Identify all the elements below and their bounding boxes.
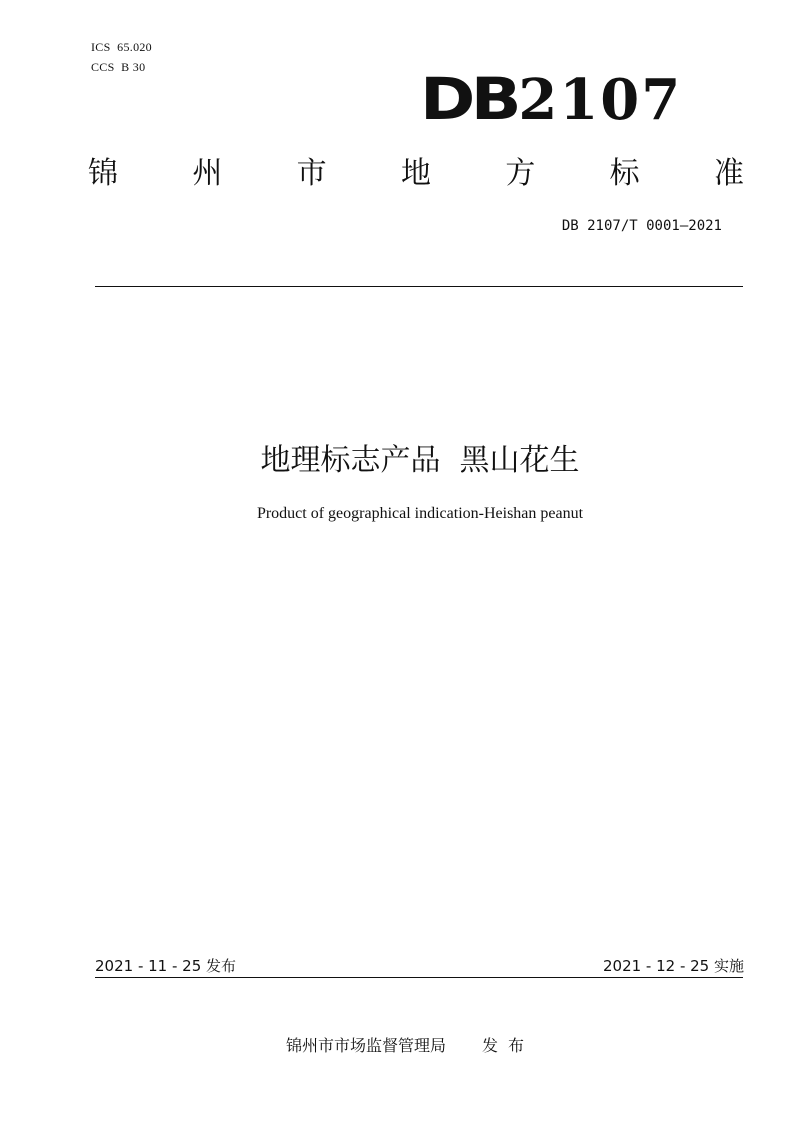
publish-label: 发布 [482,1036,535,1055]
implementation-date: 2021 - 12 - 25 实施 [602,957,744,975]
document-title-cn: 地理标志产品 黑山花生 [260,443,580,478]
region-code: 2107 [518,67,683,133]
top-divider [95,286,743,287]
standard-code-logo [420,66,690,132]
document-title-en: Product of geographical indication-Heishan peanut [256,505,584,522]
title-char: 地 [400,156,431,191]
bottom-divider [95,977,743,978]
title-char: 州 [192,156,223,191]
title-char: 锦 [88,156,118,191]
standard-category-title [88,152,744,196]
title-char: 方 [505,156,536,191]
title-char: 准 [713,156,744,191]
title-char: 标 [609,156,640,191]
db-mark: DB [420,65,518,133]
ccs-code: CCS B 30 [91,60,146,74]
issue-date: 2021 - 11 - 25 发布 [95,957,237,975]
title-char: 市 [296,156,327,191]
issuer-line [0,1033,800,1056]
ics-code: ICS 65.020 [91,40,152,54]
issuer-name: 锦州市市场监督管理局 [285,1036,446,1055]
standard-number: DB 2107/T 0001—2021 [561,218,722,234]
